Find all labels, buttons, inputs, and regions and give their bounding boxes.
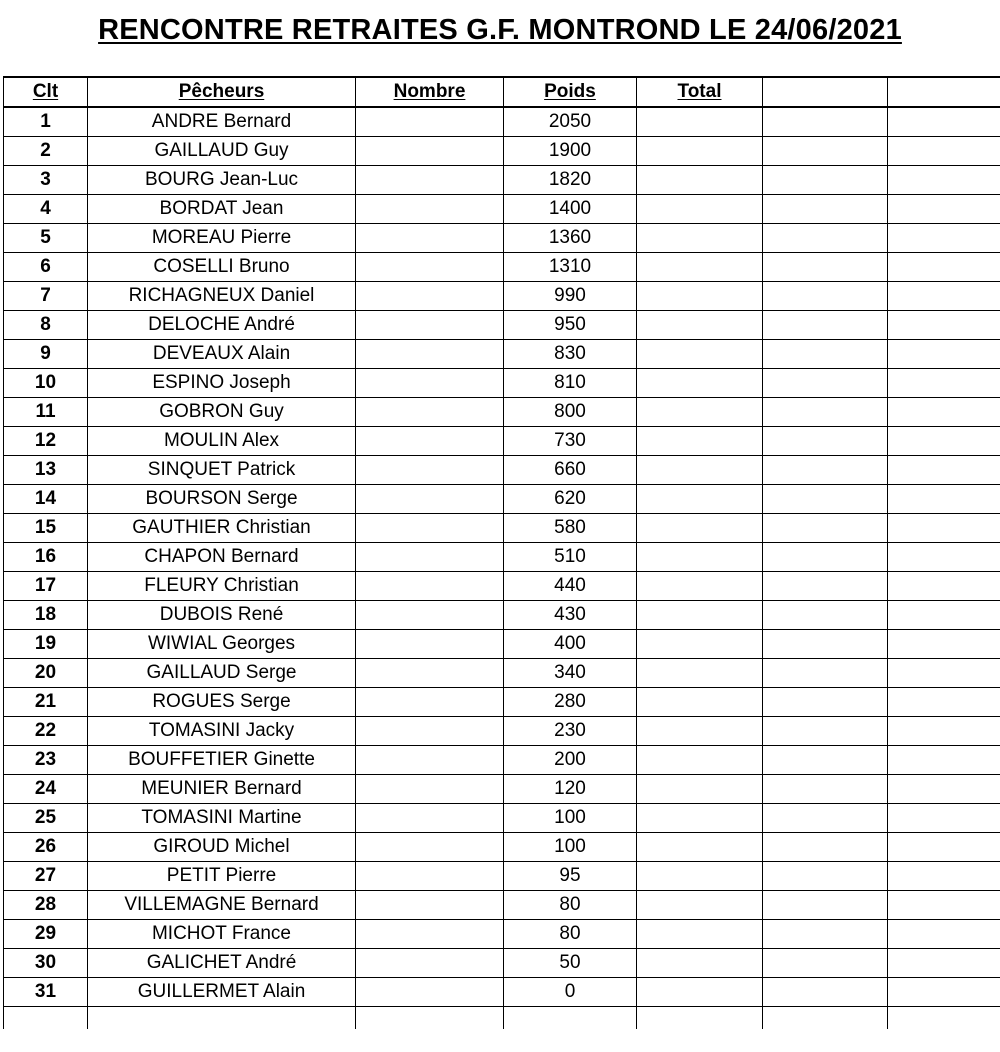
cell-poids: 400 — [504, 630, 637, 659]
cell-extra-1 — [763, 978, 888, 1007]
cell-extra-1 — [763, 311, 888, 340]
cell-clt: 8 — [4, 311, 88, 340]
cell-pecheur: BOUFFETIER Ginette — [88, 746, 356, 775]
cell-extra-1 — [763, 543, 888, 572]
cell-pecheur: ANDRE Bernard — [88, 107, 356, 137]
cell-clt: 22 — [4, 717, 88, 746]
table-row — [4, 282, 1000, 311]
cell-nombre — [356, 456, 504, 485]
cell-nombre — [356, 166, 504, 195]
cell-clt: 2 — [4, 137, 88, 166]
cell-nombre — [356, 224, 504, 253]
table-row — [4, 456, 1000, 485]
table-row — [4, 630, 1000, 659]
cell-extra-2 — [888, 572, 1000, 601]
cell-extra-2 — [888, 253, 1000, 282]
cell-nombre — [356, 485, 504, 514]
cell-extra-2 — [888, 195, 1000, 224]
cell-clt: 4 — [4, 195, 88, 224]
cell-nombre — [356, 369, 504, 398]
cell-clt: 9 — [4, 340, 88, 369]
cell-poids: 100 — [504, 804, 637, 833]
cell-clt: 31 — [4, 978, 88, 1007]
cell-total — [637, 456, 763, 485]
cell-poids: 1360 — [504, 224, 637, 253]
results-body — [4, 107, 1000, 1029]
cell-total — [637, 311, 763, 340]
cell-extra-2 — [888, 920, 1000, 949]
cell-extra-2 — [888, 107, 1000, 137]
cell-nombre — [356, 949, 504, 978]
empty-cell — [888, 1007, 1000, 1030]
cell-poids: 230 — [504, 717, 637, 746]
cell-pecheur: CHAPON Bernard — [88, 543, 356, 572]
table-row — [4, 833, 1000, 862]
cell-total — [637, 427, 763, 456]
cell-clt: 21 — [4, 688, 88, 717]
cell-extra-1 — [763, 804, 888, 833]
cell-extra-2 — [888, 485, 1000, 514]
cell-nombre — [356, 311, 504, 340]
cell-extra-1 — [763, 485, 888, 514]
cell-extra-2 — [888, 543, 1000, 572]
cell-pecheur: PETIT Pierre — [88, 862, 356, 891]
cell-total — [637, 340, 763, 369]
page-title: RENCONTRE RETRAITES G.F. MONTROND LE 24/06/2021 — [98, 14, 902, 46]
cell-clt: 11 — [4, 398, 88, 427]
cell-extra-1 — [763, 195, 888, 224]
cell-poids: 340 — [504, 659, 637, 688]
table-row — [4, 572, 1000, 601]
cell-nombre — [356, 688, 504, 717]
table-row — [4, 195, 1000, 224]
cell-poids: 50 — [504, 949, 637, 978]
cell-extra-2 — [888, 398, 1000, 427]
cell-pecheur: GUILLERMET Alain — [88, 978, 356, 1007]
cell-pecheur: RICHAGNEUX Daniel — [88, 282, 356, 311]
table-row — [4, 717, 1000, 746]
cell-extra-1 — [763, 833, 888, 862]
cell-total — [637, 949, 763, 978]
cell-total — [637, 195, 763, 224]
table-row — [4, 485, 1000, 514]
cell-poids: 100 — [504, 833, 637, 862]
cell-extra-1 — [763, 514, 888, 543]
cell-clt: 18 — [4, 601, 88, 630]
cell-pecheur: BORDAT Jean — [88, 195, 356, 224]
cell-extra-2 — [888, 282, 1000, 311]
header-extra-2 — [888, 77, 1000, 107]
table-row — [4, 920, 1000, 949]
cell-clt: 13 — [4, 456, 88, 485]
cell-total — [637, 978, 763, 1007]
cell-pecheur: GAILLAUD Serge — [88, 659, 356, 688]
cell-extra-2 — [888, 978, 1000, 1007]
table-row — [4, 166, 1000, 195]
table-row — [4, 107, 1000, 137]
cell-extra-2 — [888, 224, 1000, 253]
cell-extra-1 — [763, 630, 888, 659]
cell-extra-1 — [763, 107, 888, 137]
cell-total — [637, 572, 763, 601]
table-row — [4, 688, 1000, 717]
cell-clt: 26 — [4, 833, 88, 862]
cell-poids: 80 — [504, 920, 637, 949]
table-row — [4, 862, 1000, 891]
cell-clt: 14 — [4, 485, 88, 514]
cell-clt: 25 — [4, 804, 88, 833]
cell-poids: 950 — [504, 311, 637, 340]
cell-extra-1 — [763, 601, 888, 630]
cell-pecheur: VILLEMAGNE Bernard — [88, 891, 356, 920]
cell-poids: 800 — [504, 398, 637, 427]
cell-pecheur: GAILLAUD Guy — [88, 137, 356, 166]
cell-extra-2 — [888, 949, 1000, 978]
cell-extra-1 — [763, 862, 888, 891]
header-row — [4, 77, 1000, 107]
cell-poids: 1820 — [504, 166, 637, 195]
cell-poids: 660 — [504, 456, 637, 485]
cell-pecheur: GALICHET André — [88, 949, 356, 978]
cell-total — [637, 775, 763, 804]
cell-extra-1 — [763, 456, 888, 485]
cell-extra-1 — [763, 369, 888, 398]
cell-pecheur: SINQUET Patrick — [88, 456, 356, 485]
cell-extra-2 — [888, 862, 1000, 891]
cell-extra-1 — [763, 427, 888, 456]
cell-pecheur: MEUNIER Bernard — [88, 775, 356, 804]
cell-extra-2 — [888, 630, 1000, 659]
cell-clt: 16 — [4, 543, 88, 572]
cell-clt: 6 — [4, 253, 88, 282]
cell-extra-1 — [763, 891, 888, 920]
cell-total — [637, 601, 763, 630]
cell-total — [637, 717, 763, 746]
cell-extra-1 — [763, 920, 888, 949]
table-row — [4, 978, 1000, 1007]
cell-poids: 1900 — [504, 137, 637, 166]
table-row — [4, 804, 1000, 833]
cell-poids: 990 — [504, 282, 637, 311]
cell-poids: 620 — [504, 485, 637, 514]
cell-clt: 10 — [4, 369, 88, 398]
cell-clt: 28 — [4, 891, 88, 920]
cell-total — [637, 282, 763, 311]
table-row — [4, 514, 1000, 543]
cell-nombre — [356, 659, 504, 688]
cell-poids: 440 — [504, 572, 637, 601]
cell-pecheur: DELOCHE André — [88, 311, 356, 340]
cell-nombre — [356, 514, 504, 543]
cell-total — [637, 107, 763, 137]
cell-nombre — [356, 891, 504, 920]
cell-total — [637, 920, 763, 949]
cell-total — [637, 398, 763, 427]
table-row — [4, 398, 1000, 427]
cell-pecheur: DUBOIS René — [88, 601, 356, 630]
cell-extra-1 — [763, 137, 888, 166]
cell-pecheur: WIWIAL Georges — [88, 630, 356, 659]
cell-nombre — [356, 107, 504, 137]
results-table — [3, 76, 1000, 1029]
cell-pecheur: FLEURY Christian — [88, 572, 356, 601]
table-row — [4, 891, 1000, 920]
cell-clt: 17 — [4, 572, 88, 601]
cell-total — [637, 862, 763, 891]
cell-nombre — [356, 746, 504, 775]
cell-poids: 510 — [504, 543, 637, 572]
cell-extra-1 — [763, 746, 888, 775]
cell-clt: 30 — [4, 949, 88, 978]
cell-total — [637, 137, 763, 166]
empty-cell — [763, 1007, 888, 1030]
cell-poids: 95 — [504, 862, 637, 891]
cell-extra-2 — [888, 601, 1000, 630]
cell-extra-1 — [763, 572, 888, 601]
cell-total — [637, 746, 763, 775]
cell-extra-2 — [888, 311, 1000, 340]
cell-poids: 730 — [504, 427, 637, 456]
cell-extra-2 — [888, 514, 1000, 543]
cell-total — [637, 659, 763, 688]
cell-nombre — [356, 775, 504, 804]
cell-poids: 580 — [504, 514, 637, 543]
cell-pecheur: MOREAU Pierre — [88, 224, 356, 253]
cell-nombre — [356, 253, 504, 282]
table-row — [4, 659, 1000, 688]
empty-row — [4, 1007, 1000, 1030]
cell-nombre — [356, 920, 504, 949]
cell-nombre — [356, 340, 504, 369]
cell-extra-1 — [763, 688, 888, 717]
cell-extra-2 — [888, 456, 1000, 485]
header-extra-1 — [763, 77, 888, 107]
empty-cell — [88, 1007, 356, 1030]
cell-extra-1 — [763, 340, 888, 369]
table-row — [4, 311, 1000, 340]
cell-total — [637, 630, 763, 659]
cell-poids: 1400 — [504, 195, 637, 224]
table-row — [4, 601, 1000, 630]
cell-extra-1 — [763, 659, 888, 688]
cell-extra-2 — [888, 688, 1000, 717]
cell-nombre — [356, 601, 504, 630]
table-row — [4, 340, 1000, 369]
cell-pecheur: COSELLI Bruno — [88, 253, 356, 282]
cell-nombre — [356, 630, 504, 659]
table-row — [4, 775, 1000, 804]
cell-nombre — [356, 862, 504, 891]
cell-nombre — [356, 978, 504, 1007]
cell-nombre — [356, 717, 504, 746]
cell-extra-2 — [888, 891, 1000, 920]
cell-total — [637, 833, 763, 862]
cell-poids: 430 — [504, 601, 637, 630]
cell-total — [637, 369, 763, 398]
table-row — [4, 746, 1000, 775]
cell-pecheur: GAUTHIER Christian — [88, 514, 356, 543]
cell-extra-1 — [763, 224, 888, 253]
cell-extra-2 — [888, 166, 1000, 195]
cell-pecheur: MICHOT France — [88, 920, 356, 949]
cell-extra-1 — [763, 775, 888, 804]
cell-total — [637, 514, 763, 543]
cell-poids: 810 — [504, 369, 637, 398]
cell-nombre — [356, 804, 504, 833]
cell-extra-2 — [888, 340, 1000, 369]
cell-clt: 3 — [4, 166, 88, 195]
cell-nombre — [356, 572, 504, 601]
table-row — [4, 949, 1000, 978]
cell-pecheur: DEVEAUX Alain — [88, 340, 356, 369]
cell-nombre — [356, 137, 504, 166]
cell-extra-1 — [763, 717, 888, 746]
cell-pecheur: GIROUD Michel — [88, 833, 356, 862]
table-row — [4, 543, 1000, 572]
header-poids: Poids — [504, 77, 637, 107]
cell-clt: 19 — [4, 630, 88, 659]
header-total: Total — [637, 77, 763, 107]
empty-cell — [504, 1007, 637, 1030]
cell-clt: 5 — [4, 224, 88, 253]
cell-clt: 27 — [4, 862, 88, 891]
cell-clt: 7 — [4, 282, 88, 311]
cell-extra-2 — [888, 804, 1000, 833]
header-clt: Clt — [4, 77, 88, 107]
table-row — [4, 369, 1000, 398]
cell-clt: 20 — [4, 659, 88, 688]
cell-total — [637, 804, 763, 833]
cell-clt: 12 — [4, 427, 88, 456]
cell-nombre — [356, 427, 504, 456]
cell-extra-2 — [888, 369, 1000, 398]
cell-extra-2 — [888, 659, 1000, 688]
cell-total — [637, 485, 763, 514]
cell-pecheur: BOURG Jean-Luc — [88, 166, 356, 195]
table-row — [4, 137, 1000, 166]
cell-nombre — [356, 195, 504, 224]
cell-extra-1 — [763, 398, 888, 427]
cell-nombre — [356, 398, 504, 427]
cell-poids: 200 — [504, 746, 637, 775]
cell-nombre — [356, 833, 504, 862]
cell-nombre — [356, 543, 504, 572]
cell-extra-2 — [888, 717, 1000, 746]
cell-pecheur: ROGUES Serge — [88, 688, 356, 717]
table-row — [4, 427, 1000, 456]
empty-cell — [4, 1007, 88, 1030]
cell-clt: 23 — [4, 746, 88, 775]
cell-extra-2 — [888, 833, 1000, 862]
cell-pecheur: ESPINO Joseph — [88, 369, 356, 398]
cell-extra-2 — [888, 137, 1000, 166]
cell-total — [637, 224, 763, 253]
cell-poids: 830 — [504, 340, 637, 369]
cell-extra-2 — [888, 775, 1000, 804]
cell-clt: 24 — [4, 775, 88, 804]
cell-total — [637, 891, 763, 920]
empty-cell — [637, 1007, 763, 1030]
cell-extra-1 — [763, 282, 888, 311]
cell-extra-2 — [888, 746, 1000, 775]
cell-extra-2 — [888, 427, 1000, 456]
cell-poids: 0 — [504, 978, 637, 1007]
cell-extra-1 — [763, 949, 888, 978]
header-nombre: Nombre — [356, 77, 504, 107]
cell-clt: 15 — [4, 514, 88, 543]
table-row — [4, 224, 1000, 253]
empty-cell — [356, 1007, 504, 1030]
cell-total — [637, 253, 763, 282]
cell-pecheur: BOURSON Serge — [88, 485, 356, 514]
cell-total — [637, 166, 763, 195]
cell-poids: 80 — [504, 891, 637, 920]
cell-poids: 280 — [504, 688, 637, 717]
cell-poids: 2050 — [504, 107, 637, 137]
cell-pecheur: TOMASINI Martine — [88, 804, 356, 833]
cell-clt: 29 — [4, 920, 88, 949]
cell-extra-1 — [763, 253, 888, 282]
cell-total — [637, 543, 763, 572]
cell-poids: 120 — [504, 775, 637, 804]
cell-pecheur: TOMASINI Jacky — [88, 717, 356, 746]
cell-clt: 1 — [4, 107, 88, 137]
table-row — [4, 253, 1000, 282]
cell-pecheur: GOBRON Guy — [88, 398, 356, 427]
cell-pecheur: MOULIN Alex — [88, 427, 356, 456]
cell-extra-1 — [763, 166, 888, 195]
header-pecheurs: Pêcheurs — [88, 77, 356, 107]
cell-total — [637, 688, 763, 717]
cell-nombre — [356, 282, 504, 311]
cell-poids: 1310 — [504, 253, 637, 282]
